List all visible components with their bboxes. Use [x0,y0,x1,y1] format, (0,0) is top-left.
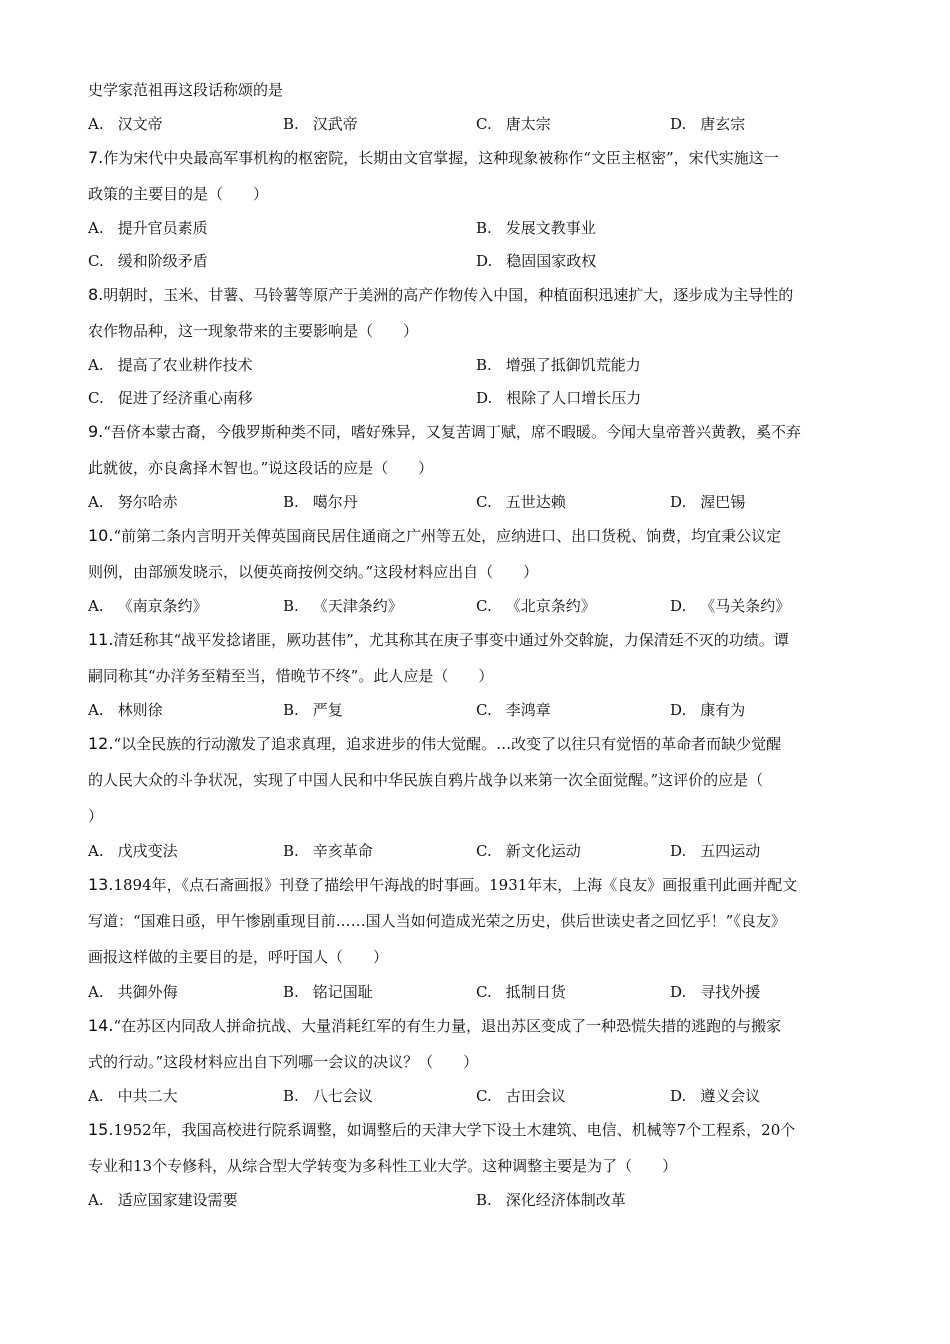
question-number: 11. [88,630,114,649]
q6-option-c[interactable]: C. 唐太宗 [476,115,551,133]
q10-option-c[interactable]: C. 《北京条约》 [476,597,596,615]
q11-option-a[interactable]: A. 林则徐 [88,701,163,719]
q14-option-b[interactable]: B. 八七会议 [283,1087,373,1105]
q11-option-d[interactable]: D. 康有为 [670,701,746,719]
question-stem-line: 画报这样做的主要目的是，呼吁国人（ ） [88,948,389,966]
q11-option-b[interactable]: B. 严复 [283,701,343,719]
q9-option-c[interactable]: C. 五世达赖 [476,493,566,511]
question-stem-line: 嗣同称其“办洋务至精至当，惜晚节不终”。此人应是（ ） [88,667,494,685]
q14-option-a[interactable]: A. 中共二大 [88,1087,178,1105]
question-stem-line: 11.清廷称其“战平发捻诸匪，厥功甚伟”，尤其称其在庚子事变中通过外交斡旋，力保清廷不灭的功绩。谭 [88,630,789,649]
question-stem-line: 9.“吾侪本蒙古裔，今俄罗斯种类不同，嗜好殊异，又复苦调丁赋，席不暇暖。今闻大皇帝普兴黄教，奚不弃 [88,422,801,441]
q15-option-a[interactable]: A. 适应国家建设需要 [88,1191,238,1209]
q6-option-b[interactable]: B. 汉武帝 [283,115,358,133]
q9-option-b[interactable]: B. 噶尔丹 [283,493,358,511]
q9-option-d[interactable]: D. 渥巴锡 [670,493,746,511]
q14-option-c[interactable]: C. 古田会议 [476,1087,566,1105]
question-stem-line: 式的行动。”这段材料应出自下列哪一会议的决议？（ ） [88,1053,479,1071]
q15-option-b[interactable]: B. 深化经济体制改革 [476,1191,626,1209]
question-number: 13. [88,875,114,894]
q6-option-a[interactable]: A. 汉文帝 [88,115,163,133]
question-stem-line: 13.1894年，《点石斋画报》刊登了描绘甲午海战的时事画。1931年末，上海《良友》画报重刊此画并配文 [88,875,798,894]
question-stem-line: 14.“在苏区内同敌人拼命抗战、大量消耗红军的有生力量，退出苏区变成了一种恐慌失措的逃跑的与搬家 [88,1016,782,1035]
q7-option-c[interactable]: C. 缓和阶级矛盾 [88,252,208,270]
q8-option-d[interactable]: D. 根除了人口增长压力 [476,389,642,407]
question-stem-line: 8.明朝时，玉米、甘薯、马铃薯等原产于美洲的高产作物传入中国，种植面积迅速扩大，逐步成为主导性的 [88,285,794,304]
q11-option-c[interactable]: C. 李鸿章 [476,701,551,719]
stem-text: 史学家范祖再这段话称颂的是 [88,81,284,99]
q10-option-b[interactable]: B. 《天津条约》 [283,597,403,615]
q6-stem-continuation [88,80,870,100]
q12-option-b[interactable]: B. 辛亥革命 [283,842,373,860]
question-stem-line: 10.“前第二条内言明开关俾英国商民居住通商之广州等五处，应纳进口、出口货税、饷费，均宜秉公议定 [88,526,782,545]
q8-option-c[interactable]: C. 促进了经济重心南移 [88,389,253,407]
q13-option-a[interactable]: A. 共御外侮 [88,983,178,1001]
question-number: 12. [88,734,114,753]
question-number: 14. [88,1016,114,1035]
question-stem-line: 政策的主要目的是（ ） [88,185,269,203]
q13-option-c[interactable]: C. 抵制日货 [476,983,566,1001]
question-stem-line: 的人民大众的斗争状况，实现了中国人民和中华民族自鸦片战争以来第一次全面觉醒。”这评价的应是（ [88,771,764,789]
question-stem-line: 专业和13个专修科，从综合型大学转变为多科性工业大学。这种调整主要是为了（ ） [88,1157,678,1175]
q6-option-d[interactable]: D. 唐玄宗 [670,115,746,133]
question-stem-line: ） [88,807,104,825]
question-number: 9. [88,422,104,441]
question-number: 15. [88,1120,114,1139]
q12-option-d[interactable]: D. 五四运动 [670,842,761,860]
question-stem-line: 12.“以全民族的行动激发了追求真理，追求进步的伟大觉醒。…改变了以往只有觉悟的革命者而缺少觉醒 [88,734,782,753]
question-number: 10. [88,526,114,545]
q9-option-a[interactable]: A. 努尔哈赤 [88,493,178,511]
q14-option-d[interactable]: D. 遵义会议 [670,1087,761,1105]
question-stem-line: 15.1952年，我国高校进行院系调整，如调整后的天津大学下设土木建筑、电信、机械等7个工程系，20个 [88,1120,796,1139]
q10-option-d[interactable]: D. 《马关条约》 [670,597,791,615]
question-number: 8. [88,285,104,304]
q12-option-a[interactable]: A. 戊戌变法 [88,842,178,860]
q13-option-d[interactable]: D. 寻找外援 [670,983,761,1001]
q13-option-b[interactable]: B. 铭记国耻 [283,983,373,1001]
question-stem-line: 此就彼，亦良禽择木智也。”说这段话的应是（ ） [88,459,434,477]
q10-option-a[interactable]: A. 《南京条约》 [88,597,208,615]
q7-option-b[interactable]: B. 发展文教事业 [476,219,596,237]
q8-option-b[interactable]: B. 增强了抵御饥荒能力 [476,356,641,374]
question-stem-line: 7.作为宋代中央最高军事机构的枢密院，长期由文官掌握，这种现象被称作“文臣主枢密”，宋代实施这一 [88,148,779,167]
question-stem-line: 农作物品种，这一现象带来的主要影响是（ ） [88,322,419,340]
question-number: 7. [88,148,104,167]
q8-option-a[interactable]: A. 提高了农业耕作技术 [88,356,253,374]
question-stem-line: 写道：“国难日亟，甲午惨剧重现目前……国人当如何造成光荣之历史，供后世读史者之回忆乎！”《良友》 [88,912,786,930]
q7-option-d[interactable]: D. 稳固国家政权 [476,252,597,270]
question-stem-line: 则例，由部颁发晓示，以便英商按例交纳。”这段材料应出自（ ） [88,563,539,581]
q12-option-c[interactable]: C. 新文化运动 [476,842,581,860]
q7-option-a[interactable]: A. 提升官员素质 [88,219,208,237]
